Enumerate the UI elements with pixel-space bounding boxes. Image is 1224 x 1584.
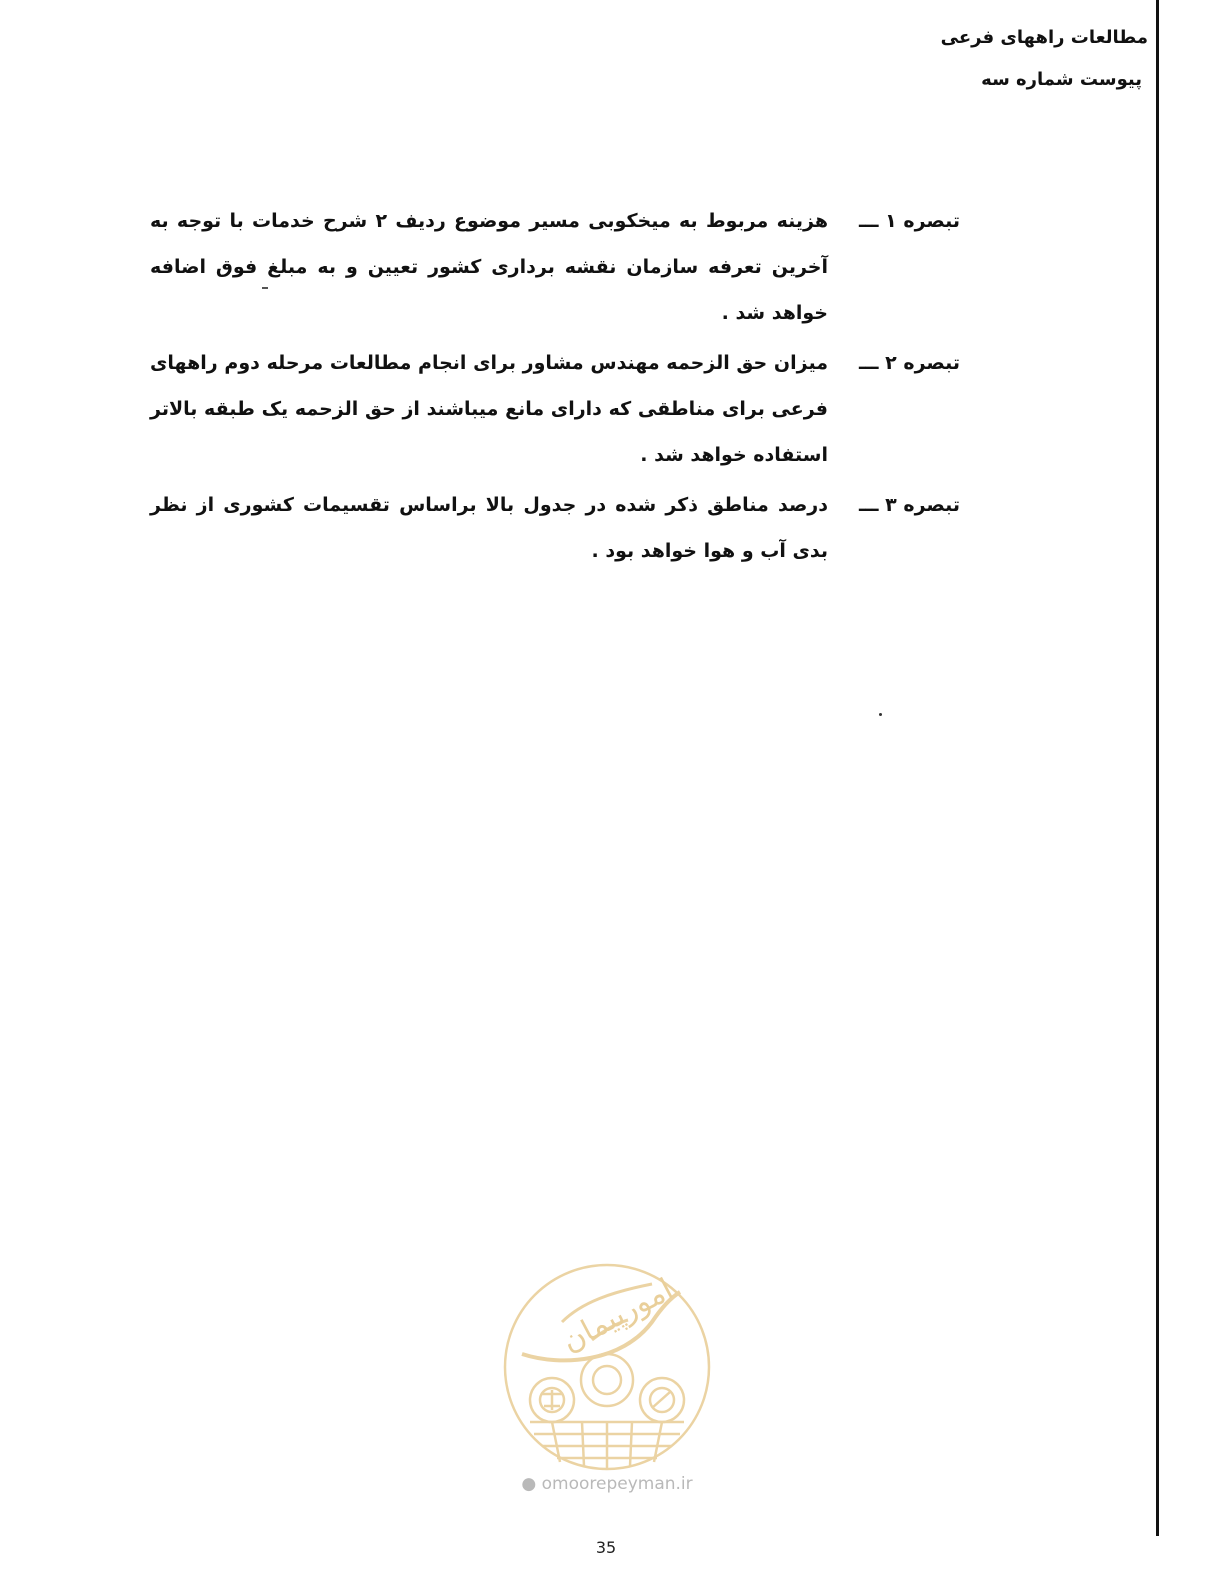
notes-section <box>150 198 960 578</box>
note-2-label: تبصره ۲ ـــ <box>859 352 960 374</box>
watermark-url: omoorepeyman.ir <box>541 1474 693 1494</box>
watermark-caption: ● omoorepeyman.ir <box>521 1474 693 1494</box>
note-3-label: تبصره ۳ ـــ <box>859 494 960 516</box>
watermark-logo-icon <box>502 1262 712 1472</box>
note-2-text: میزان حق الزحمه مهندس مشاور برای انجام مطالعات مرحله دوم راههای فرعی برای مناطقی که دارای مانع میباشند از حق الزحمه یک طبقه بالاتر استفاده خواهد شد . <box>150 352 828 466</box>
watermark <box>502 1262 712 1502</box>
note-1-text: هزینه مربوط به میخکوبی مسیر موضوع ردیف ۲ شرح خدمات با توجه به آخرین تعرفه سازمان نقشه برداری کشور تعیین و به مبلغ فوق اضافه خواهد شد . <box>150 210 828 324</box>
page-border-line <box>1156 0 1159 1536</box>
note-1 <box>150 198 960 336</box>
watermark-logo-text: امورپیمان <box>556 1271 679 1360</box>
header-subtitle: پیوست شماره سه <box>981 69 1142 90</box>
scan-speck <box>879 713 882 716</box>
note-3-text: درصد مناطق ذکر شده در جدول بالا براساس تقسیمات کشوری از نظر بدی آب و هوا خواهد بود . <box>150 494 828 562</box>
note-3 <box>150 482 960 574</box>
note-2 <box>150 340 960 478</box>
document-header <box>818 22 1148 96</box>
header-title: مطالعات راههای فرعی <box>940 27 1148 48</box>
scan-mark <box>262 287 268 289</box>
note-1-label: تبصره ۱ ـــ <box>859 210 960 232</box>
page-number: 35 <box>595 1538 617 1557</box>
